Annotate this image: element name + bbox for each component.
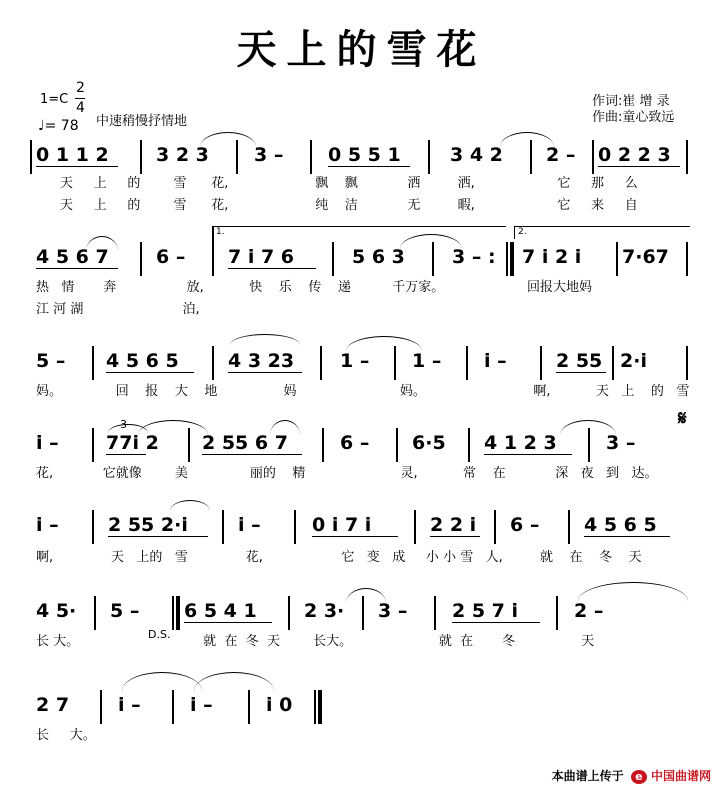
lyrics-line: 天 上 的 雪 花, 纯 洁 无 暇, 它 来 自 (60, 198, 638, 213)
beam (598, 166, 680, 167)
barline (172, 690, 174, 724)
measure: 3 – : (452, 246, 496, 268)
segno-sign: 𝄋 (678, 406, 687, 430)
measure: i – (36, 514, 59, 536)
measure: 5 – (36, 350, 66, 372)
barline (616, 242, 618, 276)
tie-arc (194, 672, 274, 691)
measure: 6·5 (412, 432, 446, 454)
measure: 3 4 2 (450, 144, 503, 166)
measure: 2 2 i (430, 514, 477, 536)
slur-arc (578, 582, 688, 601)
measure: 2 – (574, 600, 604, 622)
beam (228, 268, 316, 269)
tie-arc (560, 420, 616, 435)
barline (100, 690, 102, 724)
measure: 6 5 4 1 (184, 600, 257, 622)
barline (222, 510, 224, 544)
time-sig-top: 2 (76, 80, 85, 96)
brand-link[interactable]: 中国曲谱网 (650, 769, 711, 783)
lyrics-line: 啊, 天 上的 雪 花, 它 变 成 小 小 雪 人, 就 在 冬 天 (36, 550, 642, 565)
measure: 2 55 6 7 (202, 432, 288, 454)
measure: 0 2 2 3 (598, 144, 671, 166)
beam (556, 372, 606, 373)
lyricist: 作词:崔 增 录 (592, 94, 670, 109)
measure: 4 5· (36, 600, 77, 622)
slur-arc (138, 420, 208, 435)
measure: 6 – (340, 432, 370, 454)
barline (506, 242, 508, 276)
measure: 2 55 (556, 350, 603, 372)
barline (414, 510, 416, 544)
measure: 3 2 3 (156, 144, 209, 166)
barline (248, 690, 250, 724)
barline (172, 596, 174, 630)
beam (484, 454, 572, 455)
slur-arc (230, 334, 300, 345)
barline (140, 242, 142, 276)
barline (592, 140, 594, 174)
barline (686, 242, 688, 276)
measure: 7 i 2 i (522, 246, 582, 268)
barline (556, 596, 558, 630)
upload-text: 本曲谱上传于 (551, 769, 624, 783)
brand-logo-icon: e (631, 770, 647, 784)
beam (584, 536, 670, 537)
barline (92, 428, 94, 462)
key-signature: 1=C (40, 92, 69, 107)
measure: 3 – (378, 600, 408, 622)
measure: 3 – (254, 144, 284, 166)
beam (312, 536, 398, 537)
measure: 7·67 (622, 246, 669, 268)
barline (92, 510, 94, 544)
measure: 1 – (340, 350, 370, 372)
measure: 6 – (510, 514, 540, 536)
lyrics-line: 妈。 回 报 大 地 妈 妈。 啊, 天 上 的 雪 (36, 384, 690, 399)
beam (202, 454, 302, 455)
beam (36, 268, 118, 269)
barline (322, 428, 324, 462)
lyrics-line: 天 上 的 雪 花, 飘 飘 洒 洒, 它 那 么 (60, 176, 638, 191)
barline (494, 510, 496, 544)
measure: 2 – (546, 144, 576, 166)
barline (92, 346, 94, 380)
measure: 2·i (620, 350, 647, 372)
measure: 5 – (110, 600, 140, 622)
final-barline (318, 690, 322, 724)
barline (396, 428, 398, 462)
measure: 3 – (606, 432, 636, 454)
measure: i – (484, 350, 507, 372)
measure: 5 6 3 (352, 246, 405, 268)
lyrics-line: 花, 它就像 美 丽的 精 灵, 常 在 深 夜 到 达。 (36, 466, 658, 481)
barline (320, 346, 322, 380)
barline (310, 140, 312, 174)
measure: 2 55 2·i (108, 514, 188, 536)
triplet-mark: 3 (120, 418, 127, 431)
double-barline (176, 596, 180, 630)
measure: 6 – (156, 246, 186, 268)
slur-arc (270, 420, 300, 435)
score-title: 天上的雪花 (236, 26, 487, 73)
measure: 4 3 23 (228, 350, 295, 372)
measure: i – (190, 694, 213, 716)
volta-2: 2. (514, 226, 690, 239)
ds-mark: D.S. (148, 628, 171, 641)
beam (452, 622, 540, 623)
barline (314, 690, 316, 724)
barline (94, 596, 96, 630)
tie-arc (346, 588, 386, 603)
barline (30, 140, 32, 174)
measure: i 0 (266, 694, 293, 716)
beam (228, 372, 302, 373)
measure: 7 i 7 6 (228, 246, 295, 268)
footer-upload (552, 767, 711, 784)
tie-arc (122, 672, 202, 691)
repeat-barline (510, 242, 514, 276)
time-sig-bottom: 4 (76, 100, 85, 116)
lyrics-line: 长 大。 就 在 冬 天 长大。 就 在 冬 天 (36, 634, 595, 649)
barline (568, 510, 570, 544)
measure: i – (238, 514, 261, 536)
barline (686, 140, 688, 174)
tie-arc (346, 336, 422, 351)
barline (140, 140, 142, 174)
tempo-mark: ♩= 78 (38, 118, 79, 134)
measure: i – (118, 694, 141, 716)
measure: 2 7 (36, 694, 70, 716)
measure: 4 5 6 7 (36, 246, 109, 268)
barline (428, 140, 430, 174)
barline (468, 428, 470, 462)
measure: 2 5 7 i (452, 600, 519, 622)
beam (184, 622, 272, 623)
beam (328, 166, 410, 167)
composer: 作曲:童心致远 (592, 110, 675, 125)
lyrics-line: 热 情 奔 放, 快 乐 传 递 千万家。 回报大地妈 (36, 280, 593, 295)
measure: 0 5 5 1 (328, 144, 401, 166)
barline (540, 346, 542, 380)
measure: 0 1 1 2 (36, 144, 109, 166)
beam (106, 454, 146, 455)
beam (36, 166, 118, 167)
measure: 1 – (412, 350, 442, 372)
measure: 4 5 6 5 (106, 350, 179, 372)
beam (106, 372, 194, 373)
measure: 2 3· (304, 600, 345, 622)
slur-arc (170, 500, 210, 511)
measure: 4 5 6 5 (584, 514, 657, 536)
lyrics-line: 长 大。 (36, 728, 96, 743)
measure: i – (36, 432, 59, 454)
expression-mark: 中速稍慢抒情地 (96, 114, 188, 129)
barline (288, 596, 290, 630)
measure: 4 1 2 3 (484, 432, 557, 454)
barline (466, 346, 468, 380)
tie-arc (200, 132, 256, 147)
tie-arc (500, 132, 554, 147)
barline (394, 346, 396, 380)
lyrics-line: 江 河 湖 泊, (36, 302, 200, 317)
barline (686, 346, 688, 380)
barline (212, 346, 214, 380)
slur-arc (86, 236, 118, 251)
barline (294, 510, 296, 544)
barline (434, 596, 436, 630)
measure: 77i 2 (106, 432, 159, 454)
barline (332, 242, 334, 276)
measure: 0 i 7 i (312, 514, 372, 536)
beam (108, 536, 208, 537)
volta-1: 1. (212, 226, 506, 239)
barline (612, 346, 614, 380)
beam (430, 536, 480, 537)
